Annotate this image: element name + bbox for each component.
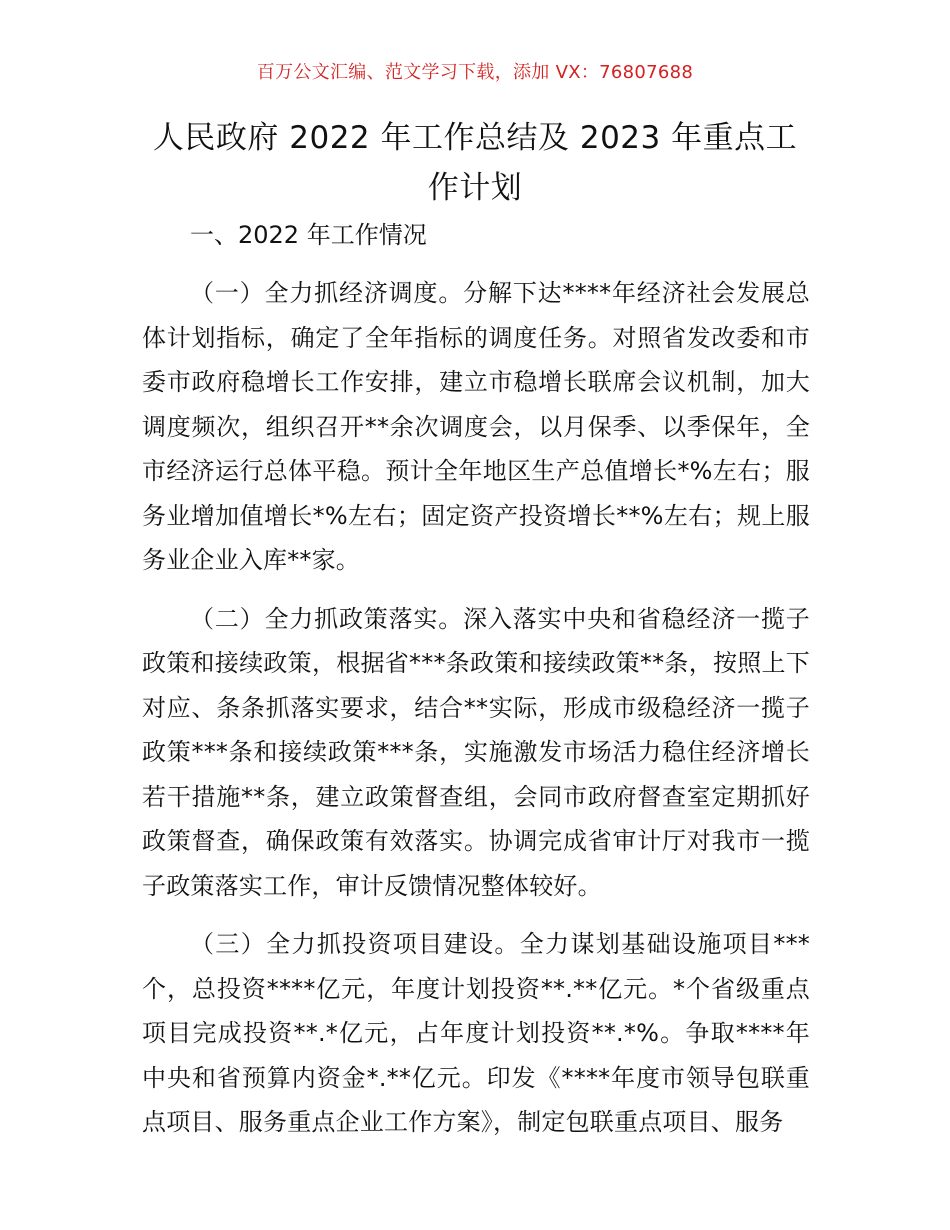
paragraph-2: （二）全力抓政策落实。深入落实中央和省稳经济一揽子政策和接续政策，根据省***条政策和接续政策**条，按照上下对应、条条抓落实要求，结合**实际，形成市级稳经济一揽子政策***条和接续政策***条，实施激发市场活力稳住经济增长若干措施**条，建立政策督查组，会同市政府督查室定期抓好政策督查，确保政策有效落实。协调完成省审计厅对我市一揽子政策落实工作，审计反馈情况整体较好。 <box>142 604 810 900</box>
document-title: 人民政府 2022 年工作总结及 2023 年重点工作计划 <box>152 120 798 206</box>
watermark-text: 百万公文汇编、范文学习下载，添加 VX：76807688 <box>256 62 694 83</box>
document-body <box>142 213 810 1145</box>
paragraph-1: （一）全力抓经济调度。分解下达****年经济社会发展总体计划指标，确定了全年指标的调度任务。对照省发改委和市委市政府稳增长工作安排，建立市稳增长联席会议机制，加大调度频次，组织召开**余次调度会，以月保季、以季保年，全市经济运行总体平稳。预计全年地区生产总值增长*%左右；服务业增加值增长*%左右；固定资产投资增长**%左右；规上服务业企业入库**家。 <box>142 279 810 574</box>
section-heading: 一、2022 年工作情况 <box>190 221 427 249</box>
paragraph-3: （三）全力抓投资项目建设。全力谋划基础设施项目***个，总投资****亿元，年度计划投资**.**亿元。*个省级重点项目完成投资**.*亿元，占年度计划投资**.*%。争取****年中央和省预算内资金*.**亿元。印发《****年度市领导包联重点项目、服务重点企业工作方案》，制定包联重点项目、服务 <box>142 930 810 1136</box>
